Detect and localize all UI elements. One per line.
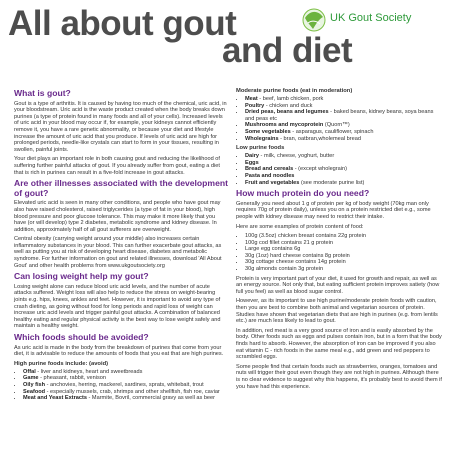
title-line-2: and diet (222, 31, 353, 70)
list-item: • 30g almonds contain 3g protein (245, 266, 442, 273)
paragraph: Your diet plays an important role in both causing gout and reducing the likelihood of suffering further painful attacks of gout. If you already suffer from gout, eating a diet that is rich in purines can result in a five-fold increase in gout attacks. (14, 156, 220, 176)
list-item: • Mushrooms and mycoprotein (Quorn™) (245, 122, 442, 129)
low-purine-list (236, 153, 442, 186)
logo-text: UK Gout Society (330, 12, 412, 24)
list-item: • Eggs (245, 160, 442, 167)
paragraph: Gout is a type of arthritis. It is caused by having too much of the chemical, uric acid, in your bloodstream. Uric acid is the waste product created when the body breaks down purines (a type of protein found in many foods and all of your cells). Increased levels of uric acid in your blood may occur if, for example, your kidneys cannot efficiently remove it, you have a rare genetic abnormality, or because your diet and lifestyle increase the amount of uric acid that you produce. If levels of uric acid are high for prolonged periods, needle-like crystals can start to form in your tissues, resulting in swollen, painful joints. (14, 100, 227, 153)
list-item: • Poultry - chicken and duck (245, 103, 442, 110)
title-line-1: All about gout (8, 4, 237, 43)
list-item: • 30g cottage cheese contains 14g protein (245, 259, 442, 266)
list-item: • 100g cod fillet contains 21 g protein (245, 240, 442, 247)
list-item: • 100g (3.5oz) chicken breast contains 22g protein (245, 233, 442, 240)
heading-losing-weight: Can losing weight help my gout? (14, 271, 149, 282)
heading-what-is-gout: What is gout? (14, 88, 71, 98)
list-item: • Meat and Yeast Extracts - Marmite, Bovril, commercial gravy as well as beer (23, 395, 228, 402)
list-item: • Large egg contains 6g (245, 246, 442, 253)
heading-protein: How much protein do you need? (236, 188, 370, 199)
list-item: • Dairy - milk, cheese, yoghurt, butter (245, 153, 442, 160)
paragraph: Elevated uric acid is seen in many other conditions, and people who have gout may also have raised cholesterol, raised triglycerides (a type of fat in your blood), high blood pressure and poor glucose tolerance. This may make it more likely that you have (or will develop) type 2 diabetes, metabolic syndrome and kidney disease. In addition, approximately half of all gout sufferers are overweight. (14, 200, 221, 233)
paragraph: Protein is very important part of your diet, it used for growth and repair, as well as an energy source. Not only that, but eating sufficient protein improves satiety (how full you feel) as well as blood sugar control. (236, 275, 440, 295)
list-item: • Meat - beef, lamb chicken, pork (245, 96, 442, 103)
paragraph: Here are some examples of protein content of food: (236, 223, 364, 230)
paragraph: However, as its important to use high purine/moderate protein foods with caution, then you are best to combine both animal and vegetarian sources of protein. Studies have shown that vegetarian diets that are high in purines (e.g. from lentils etc.) are much less likely to lead to gout. (236, 298, 438, 325)
subheading-low-purine: Low purine foods (236, 145, 285, 152)
list-item: • Game - pheasant, rabbit, venison (23, 375, 228, 382)
list-item: • Bread and cereals - (except wholegrain) (245, 166, 442, 173)
list-item: • Offal - liver and kidneys, heart and sweetbreads (23, 369, 228, 376)
heading-foods-to-avoid: Which foods should be avoided? (14, 332, 149, 342)
subheading-moderate-purine: Moderate purine foods (eat in moderation) (236, 88, 353, 94)
left-column (14, 86, 228, 405)
list-item: • Dried peas, beans and legumes - baked beans, kidney beans, soya beans and peas etc (245, 109, 442, 122)
heading-other-illnesses: Are other illnesses associated with the development of gout? (14, 178, 228, 198)
list-item: • Wholegrains - bran, oatbran,wholemeal bread (245, 136, 442, 143)
paragraph: Losing weight alone can reduce blood uric acid levels, and the number of acute attacks suffered. Weight loss will also help to reduce the stress on weight-bearing joints e.g. hips, knees, ankles and feet. However, it is important to avoid any type of crash dieting, as going without food for long periods and rapid loss of weight can increase uric acid levels and trigger painful gout attacks. A combination of balanced healthy eating and regular physical activity is the best way to lose weight safely and maintain a healthy weight. (14, 283, 221, 330)
paragraph: As uric acid is made in the body from the breakdown of purines that come from your diet, it is advisable to reduce the amounts of foods that you eat that are high purines. (14, 344, 224, 358)
paragraph: Central obesity (carrying weight around your middle) also increases certain inflammatory substances in your blood. This can further exacerbate gout attacks, as well as putting you at risk of developing heart disease, diabetes and metabolic syndrome. For further information on gout and related illnesses, download 'All About Gout' and other health problems from www.ukgoutsociety.org (14, 236, 222, 269)
protein-examples-list (236, 233, 442, 273)
list-item: • 30g (1oz) hard cheese contains 8g protein (245, 253, 442, 260)
subheading-high-purine: High purine foods include: (avoid) (14, 360, 109, 367)
paragraph: In addition, red meat is a very good source of iron and is easily absorbed by the body. Other foods such as eggs and pulses contain iron, but in a form that the body finds hard to absorb. However, the absorption of iron can be improved if you also eat vitamin C - rich foods in the same meal e.g., add green and red peppers to scrambled eggs. (236, 327, 442, 361)
right-column (236, 86, 442, 393)
paragraph: Generally you need about 1 g of protein per kg of body weight (70kg man only requires 70g of protein daily), unless you on a protein restricted diet e.g., some people with kidney disease may need to restrict their intake. (236, 200, 431, 220)
list-item: • Fruit and vegetables (see moderate purine list) (245, 180, 442, 187)
list-item: • Seafood - especially mussels, crab, shrimps and other shellfish, fish roe, caviar (23, 389, 228, 396)
high-purine-list (14, 369, 228, 402)
list-item: • Some vegetables - asparagus, cauliflower, spinach (245, 129, 442, 136)
list-item: • Pasta and noodles (245, 173, 442, 180)
list-item: • Oily fish - anchovies, herring, mackerel, sardines, sprats, whitebait, trout (23, 382, 228, 389)
moderate-purine-list (236, 96, 442, 142)
paragraph: Some people find that certain foods such as strawberries, oranges, tomatoes and nuts will trigger their gout even though they are not high in purines. Although there is no clear evidence to suggest why this happens, it's probably best to avoid them if you have had this experience. (236, 363, 442, 390)
